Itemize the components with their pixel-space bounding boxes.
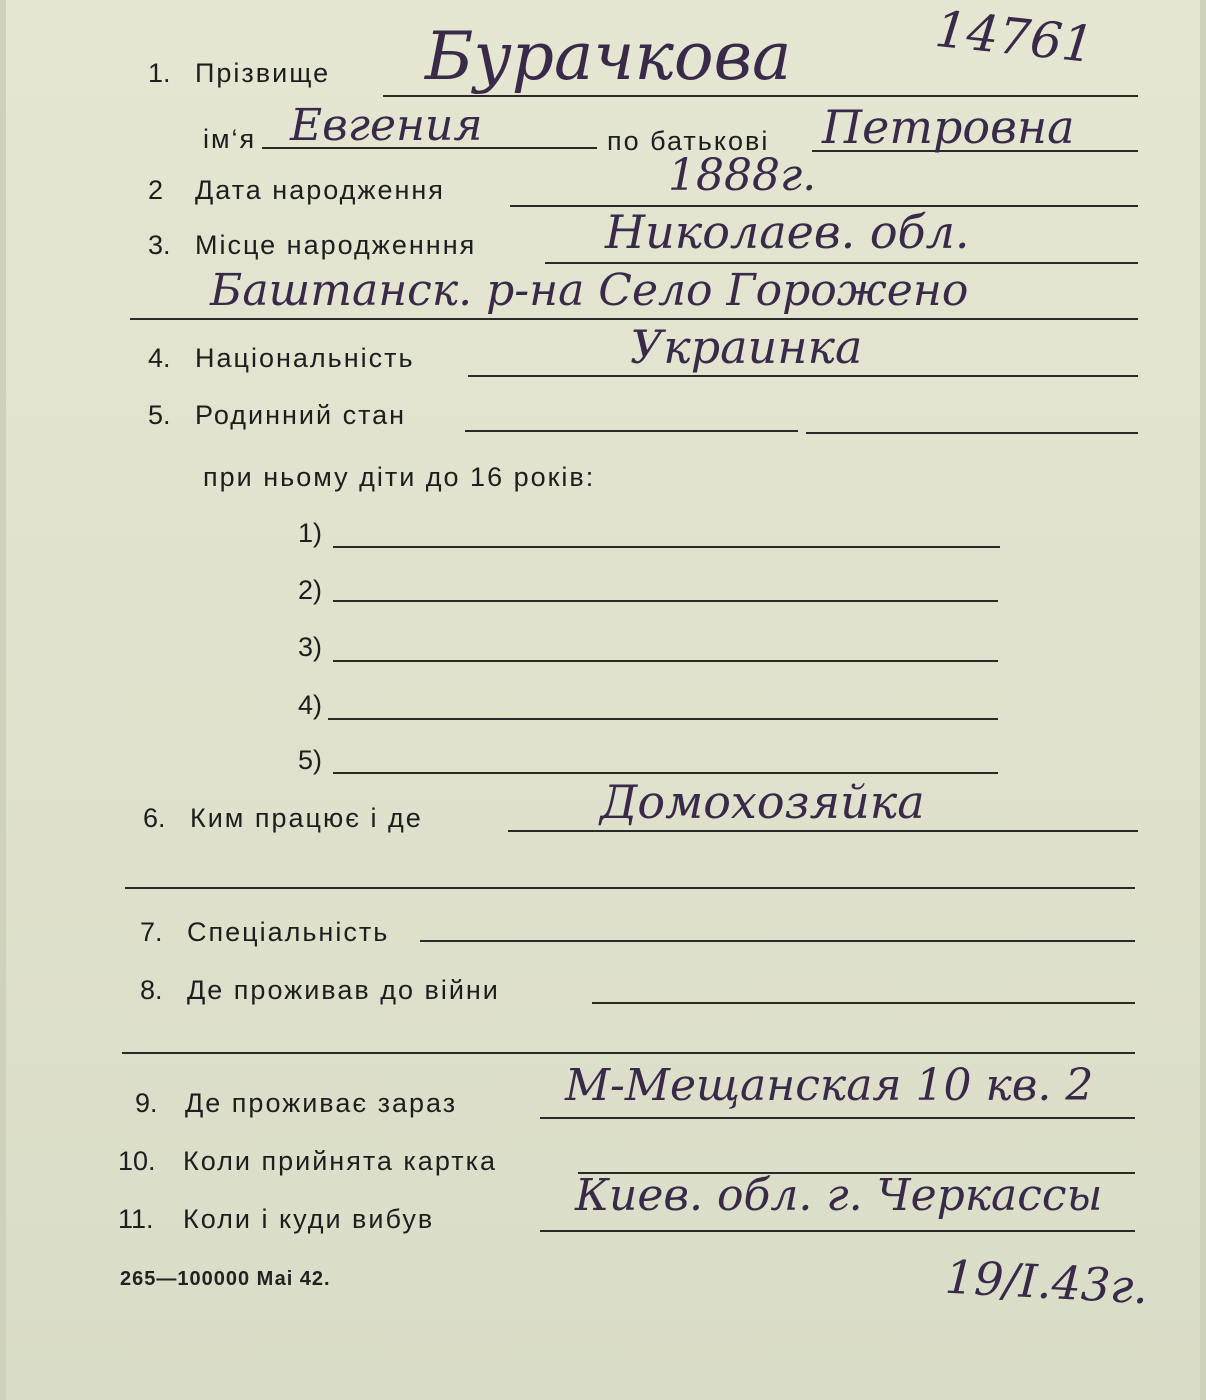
field-4-number: 4. [148,343,171,373]
child-3-number: 3) [298,632,323,662]
first-name-handwritten: Евгения [290,100,483,151]
child-5-number: 5) [298,745,323,775]
child-4-number: 4) [298,690,323,720]
birth-place-handwritten-1: Николаев. обл. [605,205,970,259]
child-5-line [333,772,998,774]
field-11-number: 11. [118,1204,154,1234]
child-4-line [328,718,998,720]
current-address-handwritten: М-Мещанская 10 кв. 2 [565,1060,1094,1111]
field-3-number: 3. [148,230,171,260]
field-2-number: 2 [148,175,164,205]
surname-line [383,95,1138,97]
field-5-label: Родинний стан [195,400,407,430]
specialty-line [420,940,1135,942]
patronymic-handwritten: Петровна [822,100,1075,154]
child-1-number: 1) [298,518,323,548]
surname-handwritten: Бурачкова [425,18,792,95]
birth-place-handwritten-2: Баштанск. р-на Село Горожено [210,265,969,316]
prewar-address-line-2 [122,1052,1135,1054]
field-6-number: 6. [143,803,166,833]
card-number-handwritten: 14761 [932,0,1097,75]
field-8-number: 8. [140,975,163,1005]
child-2-line [333,600,998,602]
field-1-label: Прізвище [195,58,331,88]
paper-edge-left [0,0,6,1400]
child-1-line [333,546,1000,548]
child-3-line [333,660,998,662]
field-10-number: 10. [118,1146,156,1176]
field-9-number: 9. [135,1088,158,1118]
nationality-line [468,375,1138,377]
field-8-label: Де проживав до війни [187,975,500,1005]
occupation-line-1 [508,830,1138,832]
field-7-label: Спеціальність [187,917,390,947]
field-2-label: Дата народження [195,175,445,205]
occupation-handwritten: Домохозяйка [600,775,925,829]
field-4-label: Національність [195,343,415,373]
field-5-number: 5. [148,400,171,430]
departure-date-handwritten: 19/I.43г. [943,1249,1150,1315]
print-code: 265—100000 Маі 42. [120,1268,331,1290]
marital-status-line-b [806,432,1138,434]
birth-place-line-1 [545,262,1138,264]
marital-status-line-a [465,430,798,432]
field-9-label: Де проживає зараз [185,1088,458,1118]
departure-place-handwritten: Киев. обл. г. Черкассы [575,1170,1103,1221]
field-7-number: 7. [140,917,163,947]
children-label: при ньому діти до 16 років: [203,462,596,492]
field-3-label: Місце народженння [195,230,477,260]
patronymic-label: по батькові [607,126,770,156]
child-2-number: 2) [298,575,323,605]
field-1-number: 1. [148,58,171,88]
field-10-label: Коли прийнята картка [183,1146,498,1176]
paper-edge-right [1200,0,1206,1400]
departure-line [540,1230,1135,1232]
field-11-label: Коли і куди вибув [183,1204,435,1234]
nationality-handwritten: Украинка [630,320,863,374]
current-address-line [540,1117,1135,1119]
occupation-line-2 [125,887,1135,889]
birth-date-handwritten: 1888г. [668,150,817,201]
prewar-address-line-1 [592,1002,1135,1004]
field-6-label: Ким працює і де [190,803,423,833]
first-name-label: ім‘я [203,124,257,154]
